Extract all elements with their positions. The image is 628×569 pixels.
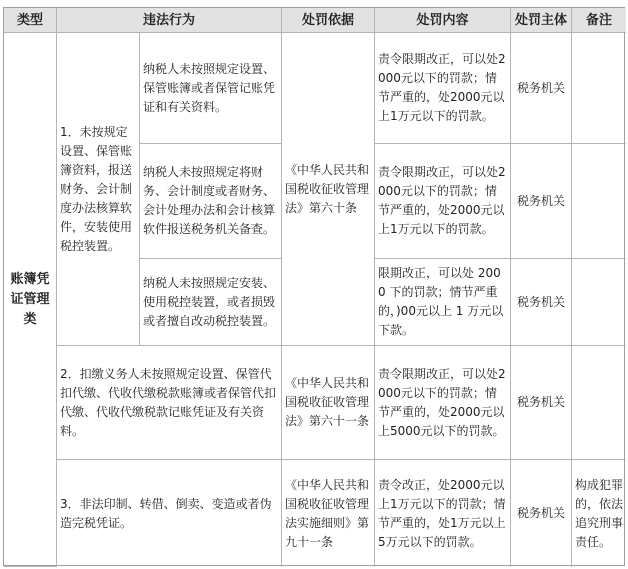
row3-subject: 税务机关: [511, 259, 572, 346]
row4-subject: 税务机关: [511, 346, 572, 460]
row2-content: 责令限期改正，可以处2000元以下的罚款；情节严重的，处2000元以上1万元以下的罚款。: [375, 144, 511, 259]
row5-subject: 税务机关: [511, 460, 572, 567]
header-content: 处罚内容: [375, 8, 511, 33]
row5-basis: 《中华人民共和国税收征收管理法实施细则》第九十一条: [282, 460, 375, 567]
penalty-table: [3, 7, 625, 566]
row1-subject: 税务机关: [511, 33, 572, 144]
header-type: 类型: [4, 8, 57, 33]
row5-remark: 构成犯罪的，依法追究刑事责任。: [575, 477, 624, 549]
row3-remark: [572, 259, 626, 346]
group1-title: 1．未按规定设置、保管账簿资料，报送财务、会计制度办法核算软件，安装使用税控装置。: [57, 33, 140, 346]
row2-behavior: 纳税人未按照规定将财务、会计制度或者财务、会计处理办法和会计核算软件报送税务机关备查。: [140, 144, 282, 259]
row2-remark: [572, 144, 626, 259]
group1-basis: 《中华人民共和国税收征收管理法》第六十条: [282, 33, 375, 346]
row5-content: 责令改正，处2000元以上1万元以下的罚款；情节严重的，处1万元以上5万元以下的罚款。: [375, 460, 511, 567]
row1-remark: [572, 33, 626, 144]
header-remark: 备注: [572, 8, 626, 33]
row5-behavior: 3．非法印制、转借、倒卖、变造或者伪造完税凭证。: [57, 460, 282, 567]
header-basis: 处罚依据: [282, 8, 375, 33]
row4-remark: [572, 346, 626, 460]
row4-basis: 《中华人民共和国税收征收管理法》第六十一条: [282, 346, 375, 460]
type-cell: 账簿凭证管理类: [4, 33, 57, 567]
row3-behavior: 纳税人未按照规定安装、使用税控装置，或者损毁或者擅自改动税控装置。: [140, 259, 282, 346]
row1-content: 责令限期改正，可以处2000元以下的罚款；情节严重的，处2000元以上1万元以下的罚款。: [375, 33, 511, 144]
row4-behavior: 2．扣缴义务人未按照规定设置、保管代扣代缴、代收代缴税款账簿或者保管代扣代缴、代收代缴税款记账凭证及有关资料。: [57, 346, 282, 460]
row2-subject: 税务机关: [511, 144, 572, 259]
row4-content: 责令限期改正，可以处2000元以下的罚款；情节严重的，处2000元以上5000元以下的罚款。: [375, 346, 511, 460]
row3-content: 限期改正，可以处 2000 下的罚款；情节严重的，)00元以上 1 万元以下款。: [375, 259, 511, 346]
header-behavior: 违法行为: [57, 8, 282, 33]
row1-behavior: 纳税人未按照规定设置、保管账簿或者保管记账凭证和有关资料。: [140, 33, 282, 144]
header-subject: 处罚主体: [511, 8, 572, 33]
